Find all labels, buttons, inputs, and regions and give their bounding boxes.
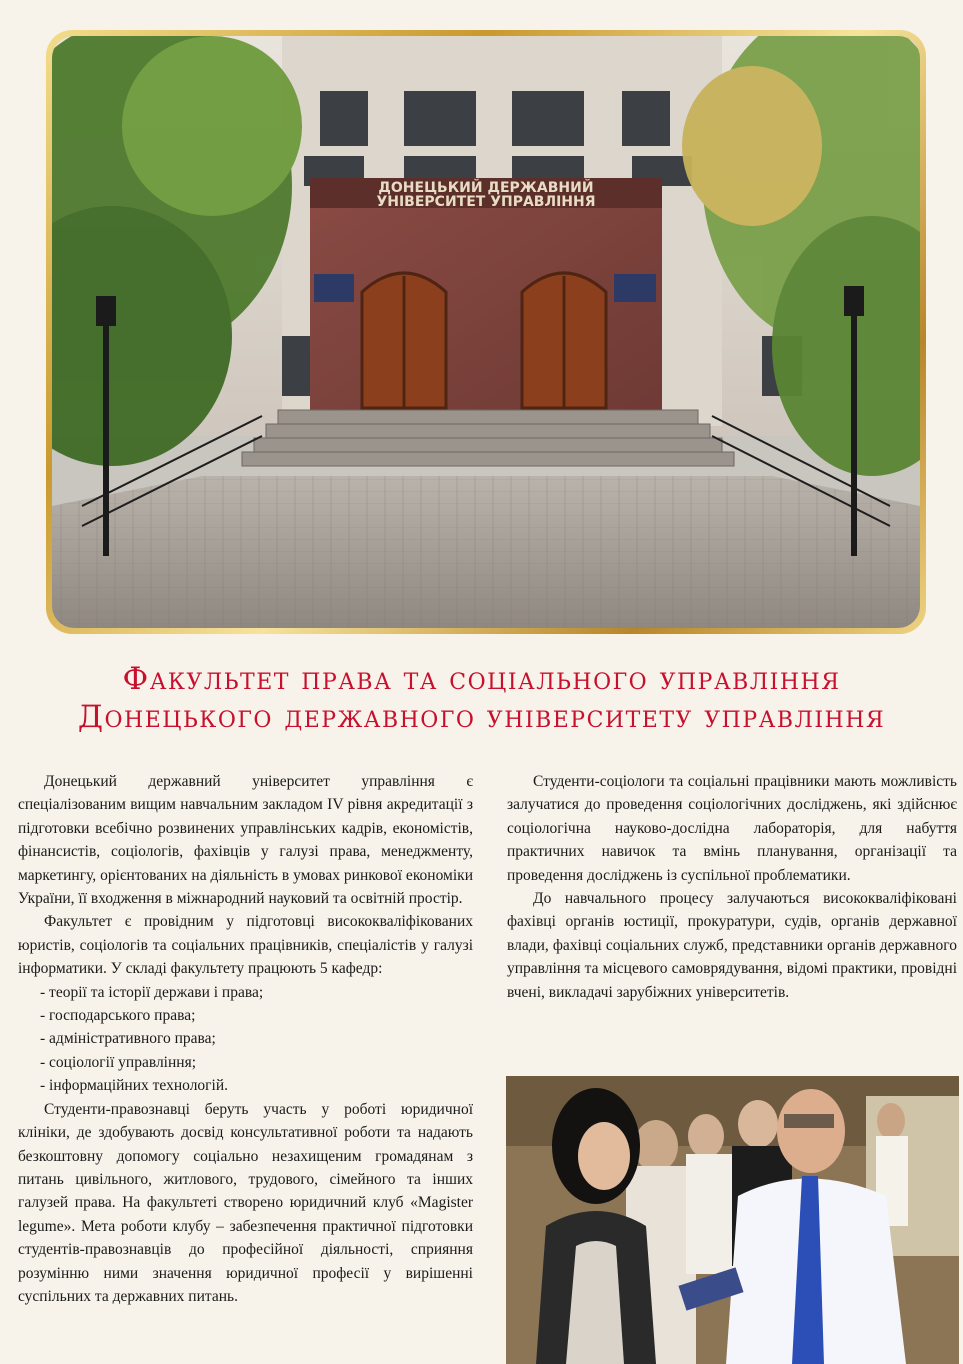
paragraph-guest-lecturers: До навчального процесу залучаються висококваліфіковані фахівці органів юстиції, прокуратури, судів, органів державної влади, фахівці соціальних служб, представники органів державного управління та місцевого самоврядування, відомі практики, провідні вчені, викладачі зарубіжних університетів. — [507, 890, 957, 1001]
paragraph-law-students: Студенти-правознавці беруть участь у роботі юридичної клініки, де здобувають досвід консультативної роботи та надають безкоштовну допомогу соціально незахищеним громадянам з питань цивільного, житлового, трудового, сімейного та інших галузей права. На факультеті створено юридичний клуб «Magister legume». Мета роботи клубу – забезпечення практичної підготовки студентів-правознавців до професійної діяльності, сприяння розумінню ними значення юридичної професії у вирішенні суспільних та державних питань. — [18, 1100, 473, 1305]
page-title — [0, 660, 963, 736]
students-event-photo — [506, 1076, 959, 1364]
department-item: - адміністративного права; — [40, 1027, 473, 1050]
department-item: - інформаційних технологій. — [40, 1074, 473, 1097]
right-text-column — [507, 770, 957, 1004]
sign-line-1: ДОНЕЦЬКИЙ ДЕРЖАВНИЙ — [378, 180, 594, 196]
department-item: - соціології управління; — [40, 1051, 473, 1074]
left-text-column — [18, 770, 473, 1308]
university-building-photo — [52, 36, 920, 628]
department-item: - теорії та історії держави і права; — [40, 981, 473, 1004]
title-line-2: Донецького державного університету управління — [77, 699, 886, 735]
sign-line-2: УНІВЕРСИТЕТ УПРАВЛІННЯ — [376, 194, 596, 210]
departments-list — [18, 981, 473, 1098]
paragraph-university-intro: Донецький державний університет управління є спеціалізованим вищим навчальним закладом IV рівня акредитації з підготовки всебічно розвинених управлінських кадрів, економістів, фінансистів, соціологів, фахівців у галузі права, менеджменту, маркетингу, орієнтованих на діяльність в умовах ринкової економіки України, її входження в міжнародний науковий та освітній простір. — [18, 773, 473, 908]
department-item: - господарського права; — [40, 1004, 473, 1027]
university-photo-frame — [46, 30, 926, 634]
paragraph-sociology-students: Студенти-соціологи та соціальні працівники мають можливість залучатися до проведення соціологічних досліджень, які здійснює соціологічна науково-дослідна лабораторія, для набуття практичних навичок та вмінь планування, організації та проведення досліджень із суспільної проблематики. — [507, 773, 957, 884]
title-line-1: Факультет права та соціального управління — [122, 661, 841, 697]
paragraph-faculty-intro: Факультет є провідним у підготовці висококваліфікованих юристів, соціологів та соціальних працівників, спеціалістів у галузі інформатики. У складі факультету працюють 5 кафедр: — [18, 913, 473, 978]
